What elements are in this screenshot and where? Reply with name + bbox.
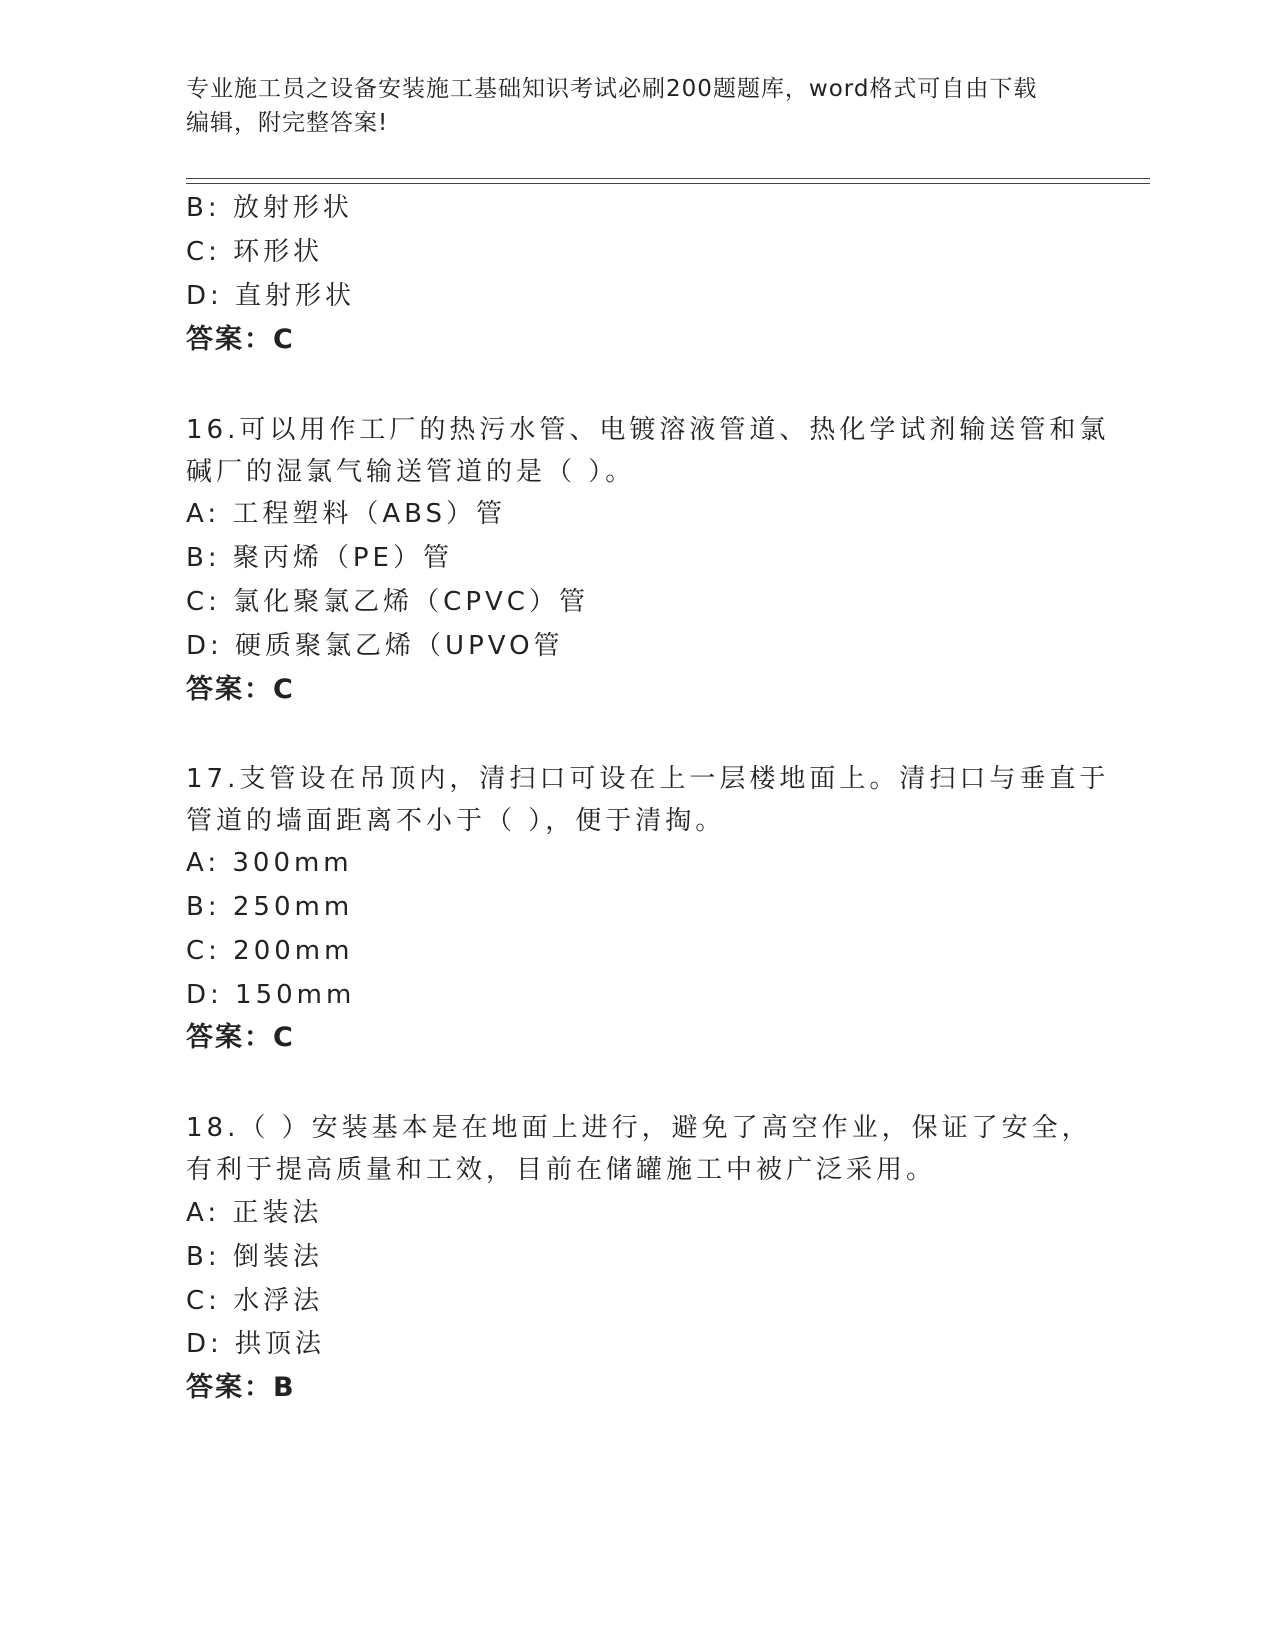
q15-answer: 答案：C	[186, 324, 295, 355]
q17-option-b: B: 250mm	[186, 892, 354, 922]
header-rule-top	[186, 178, 1150, 179]
q15-option-d: D: 直射形状	[186, 281, 356, 311]
q16-answer: 答案：C	[186, 674, 295, 705]
q17-stem-line-1: 17.支管设在吊顶内，清扫口可设在上一层楼地面上。清扫口与垂直于	[186, 764, 1110, 794]
q16-stem-line-2: 碱厂的湿氯气输送管道的是（ ）。	[186, 457, 636, 487]
document-header	[186, 72, 1066, 140]
q17-answer: 答案：C	[186, 1022, 295, 1053]
q15-option-b: B: 放射形状	[186, 193, 353, 223]
header-line-2: 编辑，附完整答案!	[186, 110, 389, 136]
q18-stem-line-1: 18.（ ）安装基本是在地面上进行，避免了高空作业，保证了安全，	[186, 1113, 1092, 1143]
q18-option-b: B: 倒装法	[186, 1242, 323, 1272]
header-line-1: 专业施工员之设备安装施工基础知识考试必刷200题题库，word格式可自由下载	[186, 76, 1038, 102]
q17-option-a: A: 300mm	[186, 848, 353, 878]
q15-option-c: C: 环形状	[186, 237, 324, 267]
q18-option-c: C: 水浮法	[186, 1286, 324, 1316]
q16-option-a: A: 工程塑料（ABS）管	[186, 499, 507, 529]
q16-option-c: C: 氯化聚氯乙烯（CPVC）管	[186, 587, 589, 617]
q16-option-b: B: 聚丙烯（PE）管	[186, 543, 453, 573]
q17-stem-line-2: 管道的墙面距离不小于（ ），便于清掏。	[186, 806, 726, 836]
q18-stem-line-2: 有利于提高质量和工效，目前在储罐施工中被广泛采用。	[186, 1155, 937, 1185]
q18-option-d: D: 拱顶法	[186, 1329, 326, 1359]
q17-option-d: D: 150mm	[186, 980, 356, 1010]
q18-answer: 答案：B	[186, 1372, 296, 1403]
q18-option-a: A: 正装法	[186, 1198, 323, 1228]
q16-stem-line-1: 16.可以用作工厂的热污水管、电镀溶液管道、热化学试剂输送管和氯	[186, 415, 1110, 445]
header-rule-bottom	[186, 183, 1150, 184]
q16-option-d: D: 硬质聚氯乙烯（UPVO管	[186, 631, 564, 661]
q17-option-c: C: 200mm	[186, 936, 354, 966]
